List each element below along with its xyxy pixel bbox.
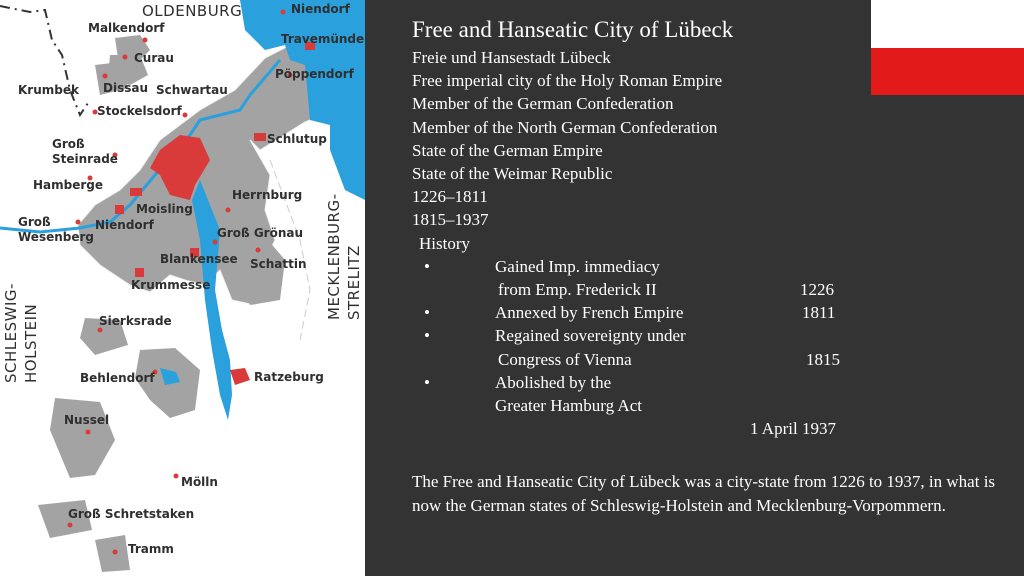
history-event (412, 255, 733, 278)
town-label-krummesse: Krummesse (131, 278, 211, 292)
history-event-text: Annexed by French Empire (495, 303, 684, 323)
town-label-krumbek: Krumbek (18, 83, 79, 97)
town-label-behlendorf: Behlendorf (80, 371, 155, 385)
info-line: Member of the German Confederation (412, 94, 674, 114)
region-label-mecklenburg: MECKLENBURG- (325, 193, 343, 320)
moisling-mark (115, 205, 124, 214)
town-label-stockelsdorf: Stockelsdorf (97, 104, 182, 118)
schlutup-mark (254, 133, 266, 141)
history-event (412, 324, 733, 347)
region-label-holstein: HOLSTEIN (22, 303, 40, 383)
history-event-continuation (412, 278, 834, 301)
town-label-blankensee: Blankensee (160, 252, 238, 266)
history-event-text-cont: from Emp. Frederick II (498, 280, 657, 300)
flag-white-stripe (871, 0, 1024, 48)
history-event (412, 301, 836, 324)
town-label-hamberge: Hamberge (33, 178, 104, 192)
info-line: Member of the North German Confederation (412, 117, 718, 137)
history-event-text-cont: Congress of Vienna (498, 349, 632, 369)
town-label-malkendorf: Malkendorf (88, 21, 165, 35)
town-label-travemunde: Travemünde (281, 32, 365, 46)
town-label-ratzeburg: Ratzeburg (254, 370, 324, 384)
town-label-gross-steinrade-1: Groß (52, 137, 85, 151)
history-event-year: 1226 (800, 280, 834, 300)
moisling-district-mark (130, 188, 142, 196)
town-label-curau: Curau (134, 51, 174, 65)
region-label-strelitz: STRELITZ (345, 245, 363, 320)
tramm-enclave (95, 535, 130, 572)
town-label-gross-wesenberg-2: Wesenberg (18, 230, 95, 244)
flag-red-stripe (871, 48, 1024, 95)
info-line: Freie und Hansestadt Lübeck (412, 48, 611, 67)
history-event-year: 1811 (802, 303, 836, 323)
history-event-text: Regained sovereignty under (495, 326, 686, 346)
map-graphic (0, 0, 365, 576)
region-label-oldenburg: OLDENBURG (142, 2, 243, 20)
town-label-sierksrade: Sierksrade (99, 314, 172, 328)
page-title: Free and Hanseatic City of Lübeck (412, 17, 734, 42)
info-panel (412, 14, 840, 440)
town-label-molln: Mölln (181, 475, 218, 489)
town-label-dissau: Dissau (103, 81, 148, 95)
state-border-north (0, 6, 90, 115)
town-label-tramm: Tramm (128, 542, 174, 556)
bullet-glyph: • (424, 372, 430, 392)
town-label-schlutup: Schlutup (267, 132, 327, 146)
town-label-gross-wesenberg-1: Groß (18, 215, 51, 229)
history-event-text: Abolished by the (495, 372, 612, 392)
info-line: State of the German Empire (412, 140, 603, 160)
info-line: State of the Weimar Republic (412, 164, 613, 184)
town-label-gross-schretstaken: Groß Schretstaken (68, 507, 195, 521)
info-line: 1815–1937 (412, 210, 489, 230)
bullet-glyph: • (424, 303, 430, 323)
town-label-herrnburg: Herrnburg (232, 188, 303, 202)
history-event (412, 371, 733, 394)
town-label-niendorf-south: Niendorf (95, 218, 154, 232)
bullet-glyph: • (424, 326, 430, 346)
town-label-gross-gronau: Groß Grönau (217, 226, 304, 240)
description-paragraph: The Free and Hanseatic City of Lübeck was a city-state from 1226 to 1937, in what is now the German states of Schleswig-Holstein and Mecklenburg-Vorpommern. (412, 472, 996, 515)
history-event-continuation (412, 394, 733, 417)
town-label-gross-steinrade-2: Steinrade (52, 152, 118, 166)
territory-map (0, 0, 365, 576)
town-label-schattin: Schattin (250, 257, 307, 271)
region-label-schleswig: SCHLESWIG- (2, 283, 20, 383)
town-label-poppendorf: Pöppendorf (275, 67, 354, 81)
town-label-schwartau: Schwartau (156, 83, 228, 97)
town-label-moisling: Moisling (136, 202, 193, 216)
bullet-glyph: • (424, 256, 430, 276)
town-label-nussel: Nussel (64, 413, 110, 427)
ratzeburg-city (230, 368, 250, 385)
history-event-text-cont: Greater Hamburg Act (495, 395, 642, 415)
lubeck-flag (871, 0, 1024, 95)
history-event-year-row (412, 417, 836, 440)
nussel-enclave (50, 398, 115, 478)
info-line: 1226–1811 (412, 187, 488, 207)
history-event-text: Gained Imp. immediacy (495, 256, 660, 276)
history-event-year: 1815 (806, 349, 840, 369)
history-event-year: 1 April 1937 (750, 419, 836, 439)
history-heading: History (419, 233, 470, 253)
town-label-niendorf-north: Niendorf (291, 2, 350, 16)
krummesse-mark (135, 268, 144, 277)
history-event-continuation (412, 348, 840, 371)
info-line: Free imperial city of the Holy Roman Empire (412, 71, 723, 91)
